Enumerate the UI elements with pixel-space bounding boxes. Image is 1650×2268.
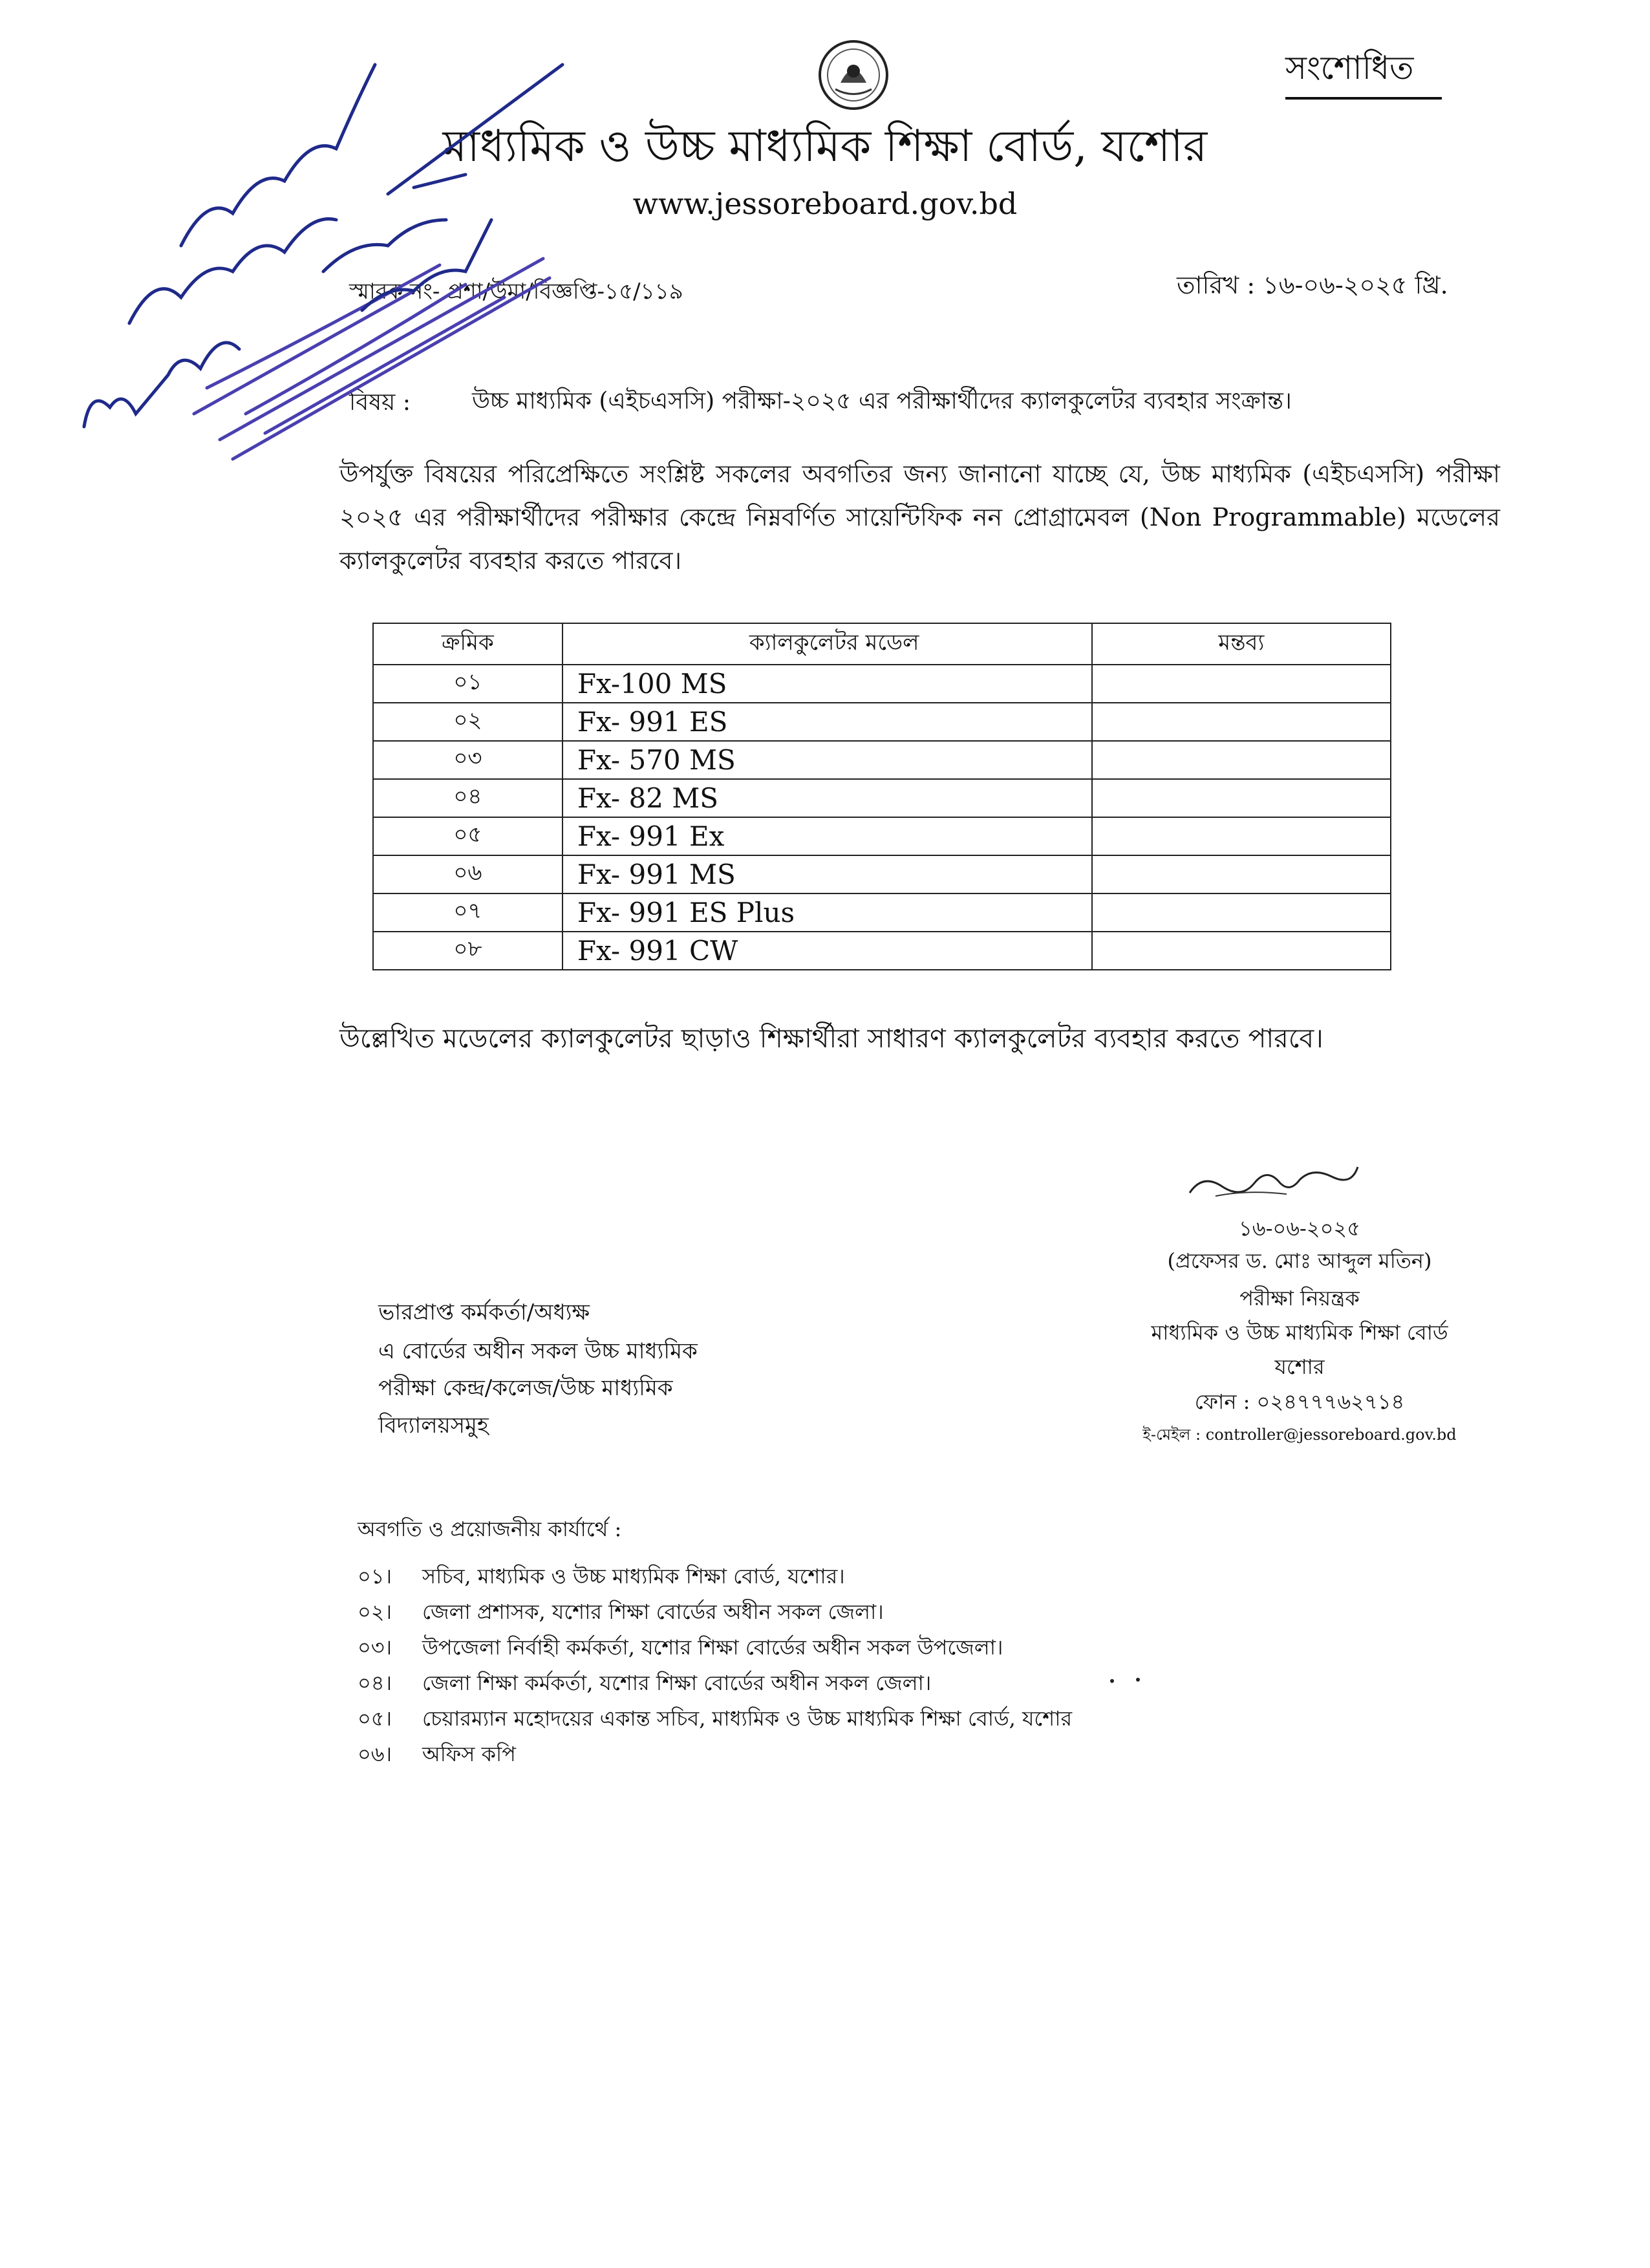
revised-tag: সংশোধিত (1285, 49, 1414, 87)
copy-to-item (358, 1596, 884, 1631)
calculator-models-table (372, 623, 1391, 970)
row-remark (1092, 779, 1391, 817)
copy-to-item (358, 1702, 1072, 1737)
row-serial: ০১ (373, 665, 562, 703)
copy-item-text: সচিব, মাধ্যমিক ও উচ্চ মাধ্যমিক শিক্ষা বোর্ড, যশোর। (422, 1564, 845, 1589)
row-remark (1092, 855, 1391, 893)
copy-item-number: ০২। (358, 1599, 392, 1624)
signatory-city: যশোর (1274, 1354, 1325, 1379)
header-remark: মন্তব্য (1092, 623, 1391, 665)
row-model: Fx- 570 MS (562, 741, 1092, 779)
table-header-row (373, 623, 1391, 665)
row-serial: ০৬ (373, 855, 562, 893)
addressee-line: ভারপ্রাপ্ত কর্মকর্তা/অধ্যক্ষ (378, 1300, 590, 1325)
handwriting-strokes (84, 65, 562, 427)
row-model: Fx- 82 MS (562, 779, 1092, 817)
row-serial: ০৩ (373, 741, 562, 779)
copy-item-text: জেলা শিক্ষা কর্মকর্তা, যশোর শিক্ষা বোর্ডের অধীন সকল জেলা। (422, 1671, 932, 1695)
row-model: Fx- 991 ES Plus (562, 893, 1092, 932)
copy-to-item (358, 1738, 516, 1773)
row-model: Fx- 991 ES (562, 703, 1092, 741)
row-remark (1092, 665, 1391, 703)
row-remark (1092, 741, 1391, 779)
signatory-designation: পরীক্ষা নিয়ন্ত্রক (1239, 1286, 1360, 1311)
signatory-name: (প্রফেসর ড. মোঃ আব্দুল মতিন) (1167, 1248, 1432, 1273)
header-model: ক্যালকুলেটর মডেল (562, 623, 1092, 665)
memo-date: তারিখ : ১৬-০৬-২০২৫ খ্রি. (1177, 271, 1448, 299)
table-row (373, 665, 1391, 703)
row-serial: ০২ (373, 703, 562, 741)
signature-date: ১৬-০৬-২০২৫ (1239, 1216, 1360, 1241)
row-model: Fx-100 MS (562, 665, 1092, 703)
table-row (373, 817, 1391, 855)
row-remark (1092, 893, 1391, 932)
official-seal-stamp (194, 259, 550, 459)
copy-item-text: উপজেলা নির্বাহী কর্মকর্তা, যশোর শিক্ষা বোর্ডের অধীন সকল উপজেলা। (422, 1635, 1003, 1660)
copy-to-item (358, 1631, 1003, 1666)
signatory-phone: ফোন : ০২৪৭৭৭৬২৭১৪ (1194, 1389, 1405, 1414)
copy-item-number: ০৬। (358, 1742, 392, 1766)
row-serial: ০৫ (373, 817, 562, 855)
board-name: মাধ্যমিক ও উচ্চ মাধ্যমিক শিক্ষা বোর্ড, যশোর (442, 121, 1208, 172)
copy-to-item (358, 1560, 845, 1595)
row-model: Fx- 991 MS (562, 855, 1092, 893)
table-row (373, 779, 1391, 817)
subject-text: উচ্চ মাধ্যমিক (এইচএসসি) পরীক্ষা-২০২৫ এর পরীক্ষার্থীদের ক্যালকুলেটর ব্যবহার সংক্রান্ত। (472, 388, 1292, 414)
table-row (373, 893, 1391, 932)
body-paragraph: উপর্যুক্ত বিষয়ের পরিপ্রেক্ষিতে সংশ্লিষ্ট সকলের অবগতির জন্য জানানো যাচ্ছে যে, উচ্চ মাধ্যমিক (এইচএসসি) পরীক্ষা ২০২৫ এর পরীক্ষার্থীদের পরীক্ষার কেন্দ্রে নিম্নবর্ণিত সায়েন্টিফিক নন প্রোগ্রামেবল (Non Programmable) মডেলের ক্যালকুলেটর ব্যবহার করতে পারবে। (339, 460, 1500, 575)
copy-item-number: ০১। (358, 1564, 392, 1589)
copy-item-text: অফিস কপি (422, 1742, 516, 1766)
table-row (373, 855, 1391, 893)
table-row (373, 703, 1391, 741)
copy-item-text: জেলা প্রশাসক, যশোর শিক্ষা বোর্ডের অধীন সকল জেলা। (422, 1599, 884, 1624)
copy-item-number: ০৩। (358, 1635, 392, 1660)
row-serial: ০৭ (373, 893, 562, 932)
row-serial: ০৪ (373, 779, 562, 817)
handwritten-annotation-and-stamp (52, 26, 582, 491)
signature-image (1177, 1154, 1371, 1206)
copy-to-heading: অবগতি ও প্রয়োজনীয় কার্যার্থে : (358, 1517, 622, 1541)
copy-to-item (358, 1667, 931, 1702)
revised-underline (1285, 97, 1442, 100)
scan-speck-marks (1099, 1671, 1177, 1691)
row-model: Fx- 991 CW (562, 932, 1092, 970)
copy-item-number: ০৫। (358, 1706, 392, 1731)
board-website: www.jessoreboard.gov.bd (632, 186, 1018, 221)
memo-number: স্মারক নং- প্রশা/উমা/বিজ্ঞপ্তি-১৫/১১৯ (349, 279, 683, 305)
row-model: Fx- 991 Ex (562, 817, 1092, 855)
copy-item-text: চেয়ারম্যান মহোদয়ের একান্ত সচিব, মাধ্যমিক ও উচ্চ মাধ্যমিক শিক্ষা বোর্ড, যশোর (422, 1706, 1073, 1731)
row-remark (1092, 932, 1391, 970)
table-row (373, 932, 1391, 970)
copy-item-number: ০৪। (358, 1671, 392, 1695)
closing-statement: উল্লেখিত মডেলের ক্যালকুলেটর ছাড়াও শিক্ষার্থীরা সাধারণ ক্যালকুলেটর ব্যবহার করতে পারবে। (339, 1023, 1323, 1054)
subject-label: বিষয় : (349, 389, 411, 416)
row-remark (1092, 703, 1391, 741)
row-remark (1092, 817, 1391, 855)
signatory-email: ই-মেইল : controller@jessoreboard.gov.bd (1142, 1426, 1457, 1444)
row-serial: ০৮ (373, 932, 562, 970)
table-row (373, 741, 1391, 779)
signatory-office: মাধ্যমিক ও উচ্চ মাধ্যমিক শিক্ষা বোর্ড (1151, 1320, 1448, 1345)
addressee-line: এ বোর্ডের অধীন সকল উচ্চ মাধ্যমিক (378, 1338, 698, 1364)
board-emblem-icon (816, 37, 891, 112)
addressee-line: পরীক্ষা কেন্দ্র/কলেজ/উচ্চ মাধ্যমিক (378, 1375, 673, 1401)
addressee-line: বিদ্যালয়সমুহ (378, 1413, 489, 1439)
header-serial: ক্রমিক (373, 623, 562, 665)
